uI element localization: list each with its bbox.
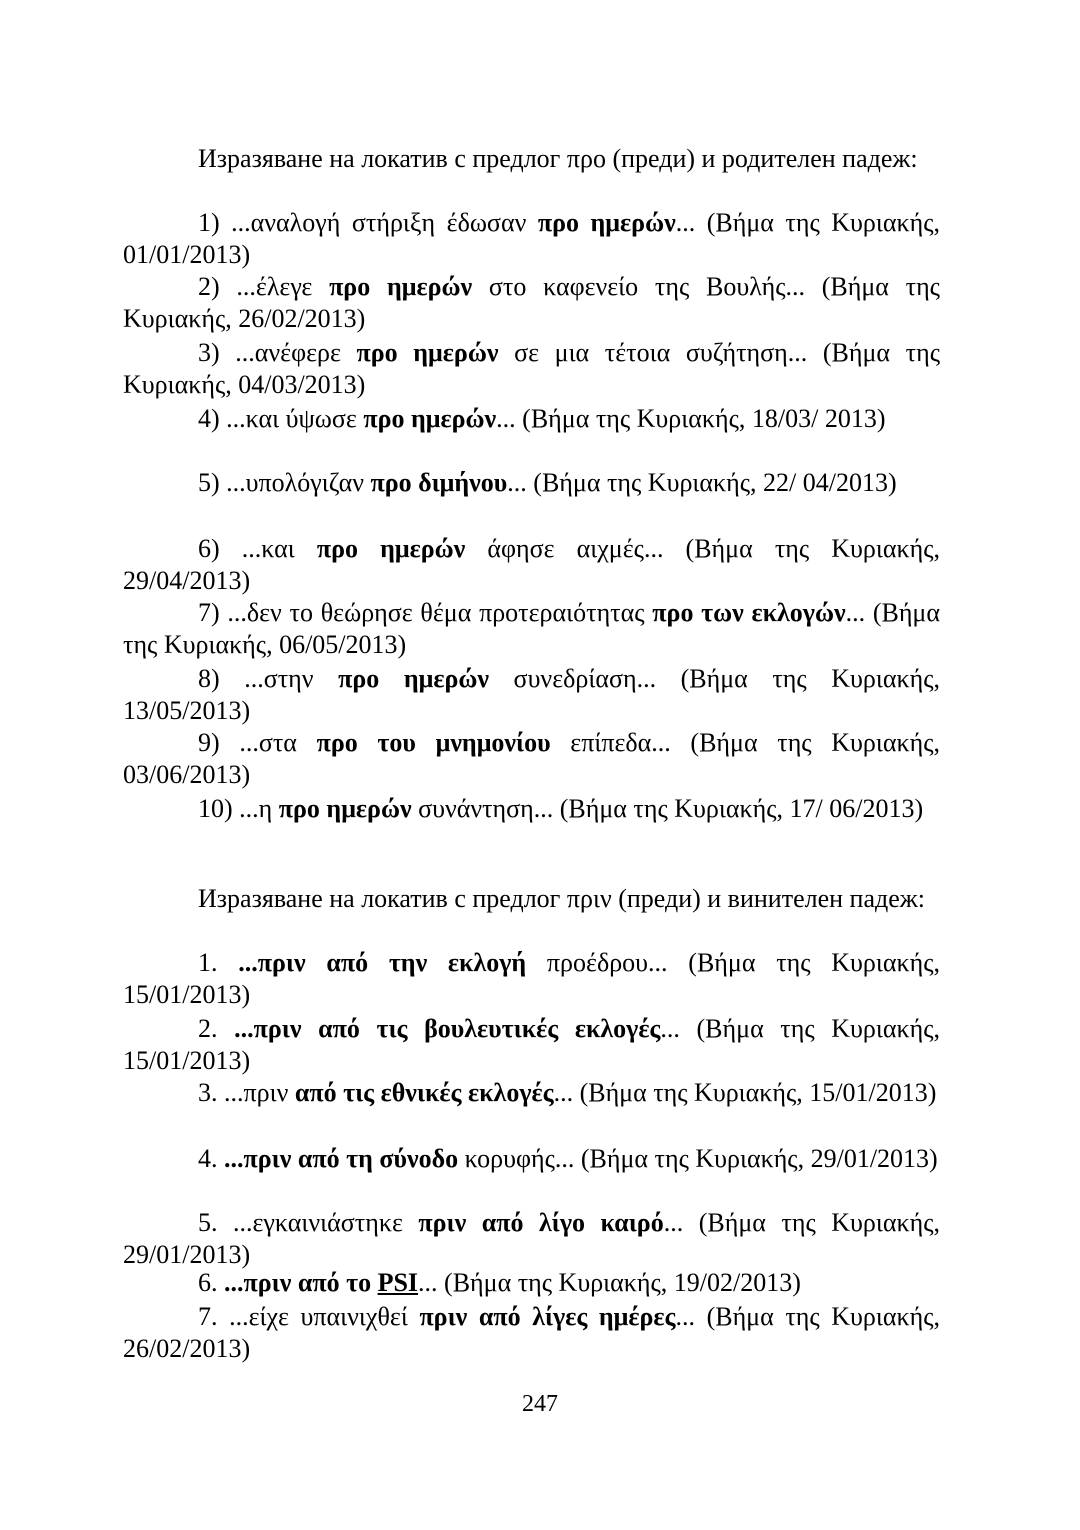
example-keyword: προ ημερών xyxy=(338,664,489,693)
example-source: ... (Βήμα της Κυριακής, 18/03/ 2013) xyxy=(496,404,886,433)
example-source: ... (Βήμα της Κυριακής, 15/01/2013) xyxy=(553,1078,937,1107)
page-number: 247 xyxy=(522,1391,558,1417)
example-source: ... (Βήμα της Κυριακής, 01/01/2013) xyxy=(123,208,941,269)
example-item xyxy=(123,533,940,597)
example-item xyxy=(123,597,940,661)
example-item xyxy=(123,1207,940,1271)
example-text: 1. xyxy=(198,948,239,977)
example-keyword: ...πριν από τη σύνοδο xyxy=(224,1144,459,1173)
example-source: ... (Βήμα της Κυριακής, 06/05/2013) xyxy=(123,598,940,659)
example-keyword: ...πριν από τις βουλευτικές εκλογές xyxy=(234,1014,661,1043)
example-text: 4) ...και ύψωσε xyxy=(198,404,364,433)
example-keyword: προ ημερών xyxy=(537,208,676,237)
example-source: ... (Βήμα της Κυριακής, 26/02/2013) xyxy=(123,1302,940,1363)
example-item xyxy=(123,403,940,435)
example-source: ... (Βήμα της Κυριακής, 29/01/2013) xyxy=(123,1208,940,1269)
example-source: κορυφής... (Βήμα της Κυριακής, 29/01/2013) xyxy=(458,1144,938,1173)
example-item xyxy=(123,793,940,825)
example-text: 5. ...εγκαινιάστηκε xyxy=(198,1208,419,1237)
example-item xyxy=(123,947,940,1011)
section2-intro: Изразяване на локатив с предлог πριν (преди) и винителен падеж: xyxy=(198,884,925,913)
example-item xyxy=(123,271,940,335)
example-keyword: πριν από λίγο καιρό xyxy=(418,1208,664,1237)
example-item xyxy=(123,1077,940,1109)
example-keyword: προ των εκλογών xyxy=(652,598,846,627)
example-text: 8) ...στην xyxy=(198,664,339,693)
example-source: επίπεδα... (Βήμα της Κυριακής, 03/06/2013) xyxy=(123,728,940,789)
example-text: 3) ...ανέφερε xyxy=(198,338,357,367)
example-item xyxy=(123,337,940,401)
example-source: ... (Βήμα της Κυριακής, 22/ 04/2013) xyxy=(507,468,897,497)
example-item xyxy=(123,207,940,271)
example-text: 6. xyxy=(198,1268,224,1297)
example-source: συνεδρίαση... (Βήμα της Κυριακής, 13/05/2013) xyxy=(123,664,940,725)
example-keyword: προ του μνημονίου xyxy=(316,728,551,757)
example-item xyxy=(123,1013,940,1077)
section1-intro: Изразяване на локатив с предлог προ (преди) и родителен падеж: xyxy=(198,144,918,173)
example-source: προέδρου... (Βήμα της Κυριακής, 15/01/2013) xyxy=(123,948,941,1009)
example-text: 7) ...δεν το θεώρησε θέμα προτεραιότητας xyxy=(198,598,653,627)
example-text: 5) ...υπολόγιζαν xyxy=(198,468,371,497)
example-keyword: ...πριν από την εκλογή xyxy=(238,948,527,977)
psi-link-text: PSI xyxy=(377,1268,419,1297)
example-text: 10) ...η xyxy=(198,794,279,823)
example-text: 4. xyxy=(198,1144,224,1173)
example-keyword: προ ημερών xyxy=(278,794,412,823)
example-text: 3. ...πριν xyxy=(198,1078,295,1107)
example-text: 7. ...είχε υπαινιχθεί xyxy=(198,1302,420,1331)
example-text: 6) ...και xyxy=(198,534,317,563)
example-source: σε μια τέτοια συζήτηση... (Βήμα της Κυριακής, 04/03/2013) xyxy=(123,338,940,399)
example-keyword: προ ημερών xyxy=(316,534,466,563)
example-item xyxy=(123,1143,940,1175)
example-keyword: προ ημερών xyxy=(356,338,499,367)
example-text: 2. xyxy=(198,1014,235,1043)
example-text: 2) ...έλεγε xyxy=(198,272,330,301)
example-source: άφησε αιχμές... (Βήμα της Κυριακής, 29/04/2013) xyxy=(123,534,941,595)
example-text: 1) ...αναλογή στήριξη έδωσαν xyxy=(198,208,538,237)
example-keyword: προ ημερών xyxy=(363,404,497,433)
example-text: 9) ...στα xyxy=(198,728,317,757)
example-keyword: ...πριν από το PSI xyxy=(224,1268,419,1297)
example-keyword: πριν από λίγες ημέρες xyxy=(419,1302,676,1331)
example-source: ... (Βήμα της Κυριακής, 19/02/2013) xyxy=(418,1268,801,1297)
example-keyword: προ ημερών xyxy=(329,272,473,301)
example-source: ... (Βήμα της Κυριακής, 15/01/2013) xyxy=(123,1014,941,1075)
example-item xyxy=(123,467,940,499)
example-item xyxy=(123,1301,940,1365)
example-source: στο καφενείο της Βουλής... (Βήμα της Κυριακής, 26/02/2013) xyxy=(123,272,940,333)
example-item xyxy=(123,727,940,791)
example-item xyxy=(123,1267,940,1299)
example-item xyxy=(123,663,940,727)
example-keyword: προ διμήνου xyxy=(370,468,508,497)
example-keyword: από τις εθνικές εκλογές xyxy=(294,1078,554,1107)
example-source: συνάντηση... (Βήμα της Κυριακής, 17/ 06/2013) xyxy=(411,794,924,823)
